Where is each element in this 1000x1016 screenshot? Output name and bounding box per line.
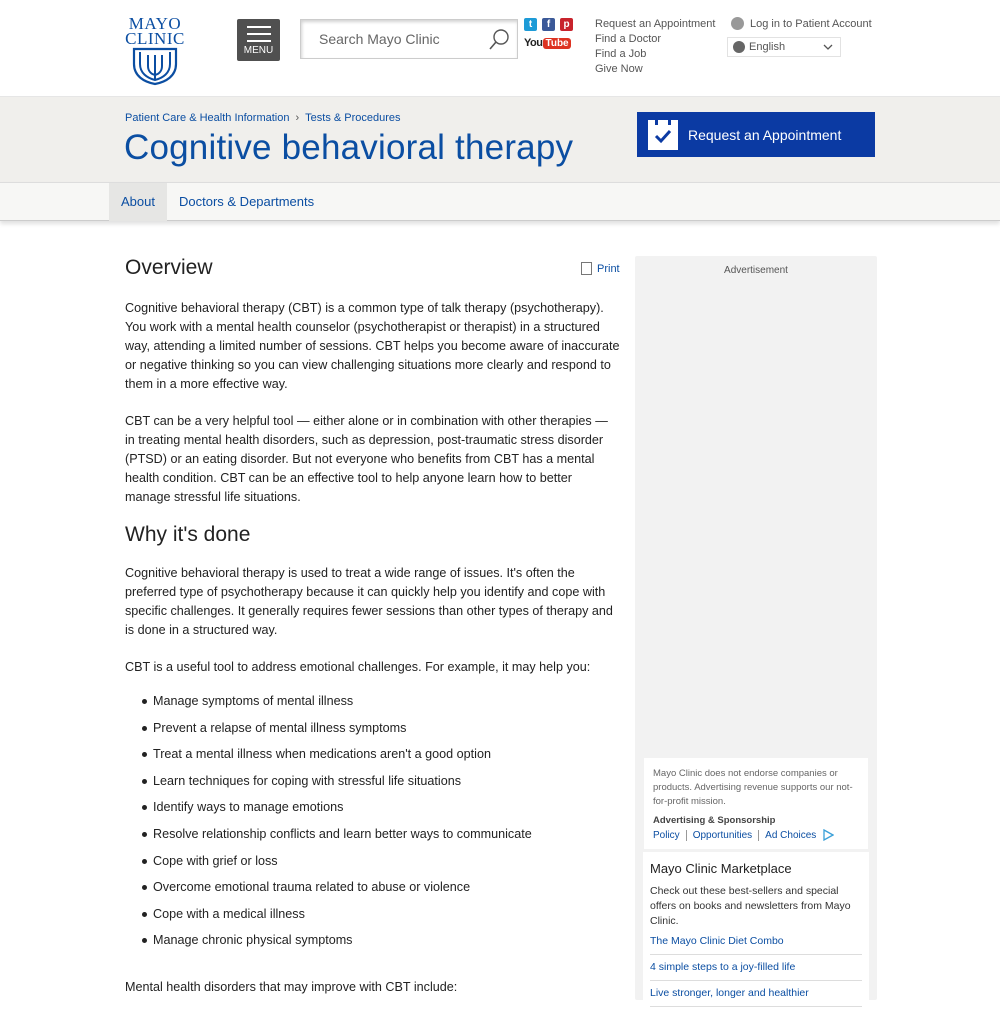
language-select[interactable]	[727, 37, 841, 57]
title-band	[0, 96, 1000, 182]
list-item: Manage symptoms of mental illness	[125, 688, 620, 715]
user-icon	[731, 17, 744, 30]
section-tabs	[0, 182, 1000, 221]
calendar-check-icon	[648, 120, 678, 150]
ad-sponsorship-title: Advertising & Sponsorship	[653, 815, 776, 826]
list-item: Cope with grief or loss	[125, 848, 620, 875]
list-item: Prevent a relapse of mental illness symptoms	[125, 715, 620, 742]
marketplace-link-joy-filled-life[interactable]: 4 simple steps to a joy-filled life	[650, 955, 862, 981]
main-content	[125, 256, 620, 997]
utility-links	[595, 17, 715, 77]
search-input[interactable]	[319, 31, 479, 47]
menu-label: MENU	[243, 45, 274, 56]
twitter-icon[interactable]: t	[524, 18, 537, 31]
list-item: Resolve relationship conflicts and learn better ways to communicate	[125, 821, 620, 848]
youtube-tube: Tube	[545, 37, 569, 49]
ad-policy-link[interactable]: Policy	[653, 830, 687, 841]
ad-links	[653, 829, 859, 841]
account-label: Log in to Patient Account	[750, 17, 872, 30]
globe-icon	[733, 41, 745, 53]
pinterest-icon[interactable]: p	[560, 18, 573, 31]
request-appointment-label: Request an Appointment	[688, 126, 842, 143]
help-list	[125, 688, 620, 954]
disclaimer-text: Mayo Clinic does not endorse companies or products. Advertising revenue supports our not-for-profit mission.	[653, 768, 853, 807]
overview-paragraph-1: Cognitive behavioral therapy (CBT) is a common type of talk therapy (psychotherapy). You work with a mental health counselor (psychotherapist or therapist) in a structured way, attending a limited number of sessions. CBT helps you become aware of inaccurate or negative thinking so you can view challenging situations more clearly and respond to them in a more effective way.	[125, 301, 620, 391]
utility-link-find-doctor[interactable]: Find a Doctor	[595, 33, 662, 45]
list-item: Identify ways to manage emotions	[125, 794, 620, 821]
ad-choices-link[interactable]: Ad Choices	[765, 829, 817, 841]
marketplace-title: Mayo Clinic Marketplace	[650, 861, 792, 876]
list-item: Cope with a medical illness	[125, 901, 620, 928]
why-heading: Why it's done	[125, 523, 251, 546]
breadcrumb-separator: ›	[295, 112, 300, 124]
chevron-down-icon	[823, 42, 833, 52]
language-value: English	[749, 41, 786, 53]
youtube-icon[interactable]	[524, 37, 573, 49]
breadcrumb	[125, 112, 401, 124]
hamburger-icon	[247, 26, 271, 42]
request-appointment-button[interactable]	[637, 112, 875, 157]
site-header	[0, 0, 1000, 96]
list-item: Treat a mental illness when medications aren't a good option	[125, 741, 620, 768]
logo-line1: MAYO	[128, 14, 182, 33]
social-links	[524, 18, 573, 49]
marketplace-description: Check out these best-sellers and special offers on books and newsletters from Mayo Clinic.	[650, 885, 851, 927]
overview-paragraph-2: CBT can be a very helpful tool — either alone or in combination with other therapies — in treating mental health disorders, such as depression, post-traumatic stress disorder (PTSD) or an eating disorder. But not everyone who benefits from CBT has a mental health condition. CBT can be an effective tool to help anyone learn how to better manage stressful life situations.	[125, 414, 608, 504]
tab-about[interactable]: About	[109, 183, 167, 221]
ad-opportunities-link[interactable]: Opportunities	[687, 830, 759, 841]
marketplace-link-diet-combo[interactable]: The Mayo Clinic Diet Combo	[650, 929, 862, 955]
disorders-intro: Mental health disorders that may improve with CBT include:	[125, 979, 458, 994]
sidebar	[635, 256, 877, 1000]
shield-logo-icon	[124, 46, 186, 86]
utility-link-give-now[interactable]: Give Now	[595, 63, 643, 75]
list-item: Overcome emotional trauma related to abuse or violence	[125, 874, 620, 901]
patient-account-link[interactable]	[731, 17, 872, 30]
utility-link-request-appointment[interactable]: Request an Appointment	[595, 18, 716, 30]
overview-heading: Overview	[125, 256, 213, 279]
page-title: Cognitive behavioral therapy	[124, 128, 574, 167]
logo-line2: CLINIC	[125, 29, 185, 48]
utility-link-find-job[interactable]: Find a Job	[595, 48, 647, 60]
ad-choices-icon[interactable]	[822, 829, 834, 841]
facebook-icon[interactable]: f	[542, 18, 555, 31]
youtube-you: You	[524, 37, 543, 49]
tab-doctors-departments[interactable]: Doctors & Departments	[179, 194, 315, 209]
menu-button[interactable]	[237, 19, 280, 61]
marketplace-link-live-stronger[interactable]: Live stronger, longer and healthier	[650, 981, 862, 1007]
why-paragraph-2: CBT is a useful tool to address emotional challenges. For example, it may help you:	[125, 660, 591, 674]
marketplace	[643, 852, 869, 1016]
print-label: Print	[597, 262, 620, 275]
mayo-clinic-logo[interactable]	[124, 16, 186, 86]
search-box	[300, 19, 518, 59]
list-item: Manage chronic physical symptoms	[125, 927, 620, 954]
ad-disclaimer	[644, 758, 868, 849]
breadcrumb-tests-procedures[interactable]: Tests & Procedures	[305, 112, 401, 124]
list-item: Learn techniques for coping with stressful life situations	[125, 768, 620, 795]
search-icon[interactable]	[487, 28, 511, 52]
why-paragraph-1: Cognitive behavioral therapy is used to treat a wide range of issues. It's often the preferred type of psychotherapy because it can quickly help you identify and cope with specific challenges. It generally requires fewer sessions than other types of therapy and is done in a structured way.	[125, 566, 613, 637]
breadcrumb-patient-care[interactable]: Patient Care & Health Information	[125, 112, 290, 124]
advertisement-label: Advertisement	[724, 265, 788, 276]
